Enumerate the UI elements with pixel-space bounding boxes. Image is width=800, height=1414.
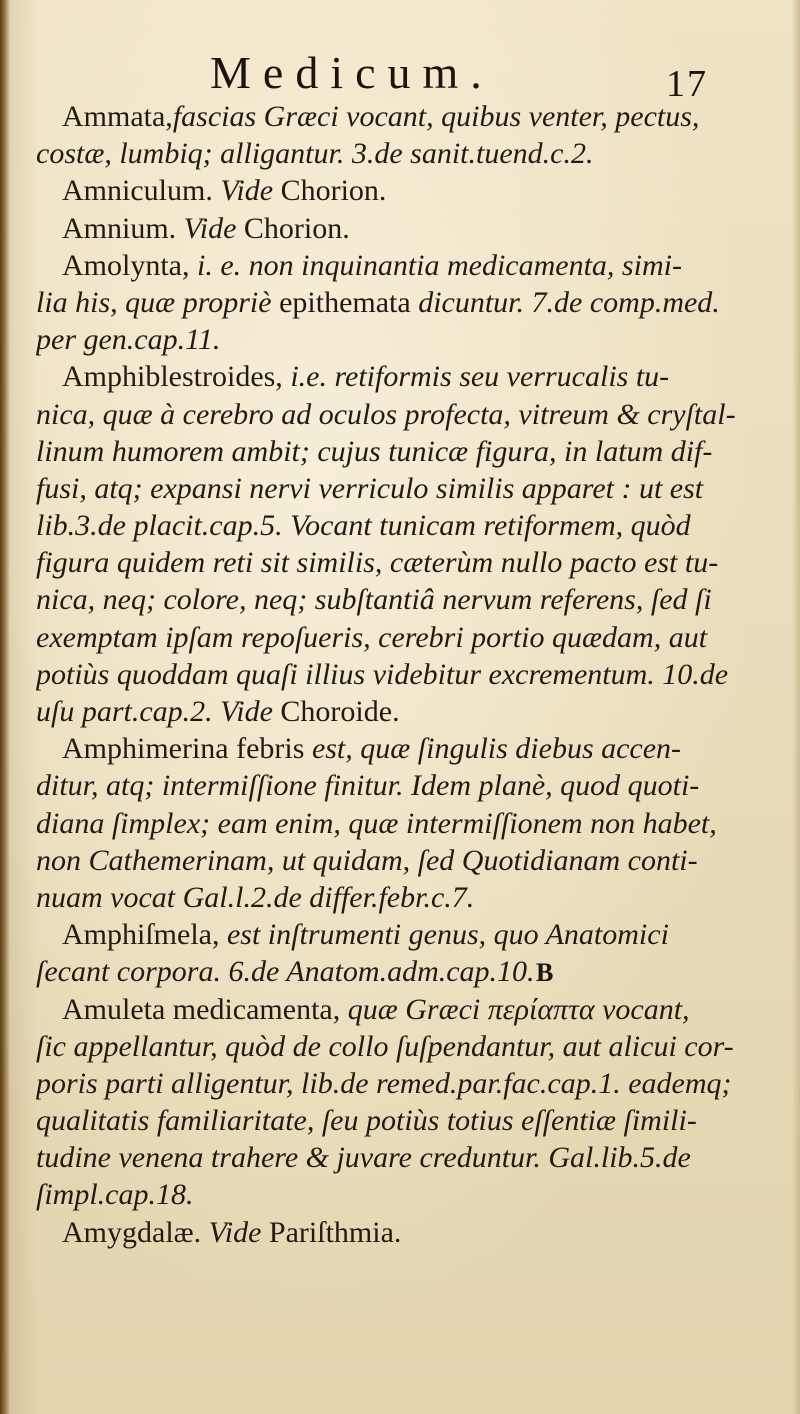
text-line [36, 396, 768, 433]
entry-text: diana ſimplex; eam enim, quæ intermiſſionem non habet, [36, 806, 717, 840]
entry-term: epithemata [279, 285, 411, 319]
text-line [36, 135, 768, 172]
entry-term: Amphiſmela, [62, 918, 220, 952]
text-line [36, 991, 768, 1028]
page-number: 17 [666, 63, 708, 105]
entry-text: ſimpl.cap.18. [36, 1178, 194, 1212]
entry-text: lia his, quæ propriè [36, 285, 280, 319]
text-line [36, 805, 768, 842]
text-line [36, 507, 768, 544]
entry-text: linum humorem ambit; cujus tunicæ figura, in latum dif- [36, 434, 713, 468]
entry-text: exemptam ipſam repoſueris, cerebri portio quædam, aut [36, 620, 708, 654]
entry-text: nica, neq; colore, neq; subſtantiâ nervum referens, ſed ſi [36, 583, 712, 617]
text-line [36, 656, 768, 693]
entry-text: fusi, atq; expansi nervi verriculo similis apparet : ut est [36, 471, 704, 505]
text-line [36, 470, 768, 507]
entry-text: ſic appellantur, quòd de collo ſuſpendantur, aut alicui cor- [36, 1029, 734, 1063]
text-line [36, 953, 768, 990]
entry-term: Amniculum. [62, 174, 213, 208]
entry-term: Amnium. [62, 211, 177, 245]
entry-text: i.e. retiformis seu verrucalis tu- [282, 360, 670, 394]
entry-text: non Cathemerinam, ut quidam, ſed Quotidianam conti- [36, 843, 698, 877]
book-spine-edge [0, 0, 10, 1414]
entry-term: Chorion. [243, 211, 350, 245]
entry-term: Amphimerina febris [62, 732, 305, 766]
text-line [36, 544, 768, 581]
text-line [36, 1065, 768, 1102]
text-line [36, 433, 768, 470]
entry-text: dicuntur. 7.de comp.med. [410, 285, 720, 319]
text-line [36, 284, 768, 321]
text-line [36, 581, 768, 618]
entry-text: i. e. non inquinantia medicamenta, simi- [189, 248, 682, 282]
entry-term: Choroide. [280, 695, 400, 728]
entry-text: uſu part.cap.2. Vide [36, 695, 281, 728]
text-line [36, 842, 768, 879]
text-line [36, 172, 768, 209]
text-line [36, 358, 768, 395]
text-line [36, 767, 768, 804]
text-line [36, 1214, 768, 1251]
entry-text: Vide [176, 211, 244, 245]
text-line [36, 1102, 768, 1139]
text-line [36, 693, 768, 730]
entry-text: Vide [212, 174, 281, 208]
entry-text: nica, quæ à cerebro ad oculos profecta, vitreum & cryſtal- [36, 397, 736, 431]
text-line [36, 1176, 768, 1213]
entry-term: Amygdalæ. [62, 1215, 202, 1249]
entry-term: Pariſthmia. [268, 1215, 402, 1249]
entry-text: qualitatis familiaritate, ſeu potiùs totius eſſentiæ ſimili- [36, 1104, 697, 1138]
text-line [36, 730, 768, 767]
entry-term: Chorion. [280, 174, 387, 208]
text-line [36, 247, 768, 284]
entry-text: ditur, atq; intermiſſione finitur. Idem planè, quod quoti- [36, 769, 700, 803]
dictionary-text-block [36, 98, 768, 1251]
text-line [36, 321, 768, 358]
entry-text: Vide [201, 1215, 269, 1249]
entry-term: Amuleta medicamenta, [62, 992, 341, 1026]
running-head: Medicum. [210, 47, 494, 98]
text-line [36, 210, 768, 247]
page-edge-shadow [792, 0, 800, 1414]
entry-text: est, quæ ſingulis diebus accen- [304, 732, 682, 766]
entry-text: figura quidem reti sit similis, cæterùm nullo pacto est tu- [36, 546, 719, 580]
text-line [36, 98, 768, 135]
entry-text: lib.3.de placit.cap.5. Vocant tunicam retiformem, quòd [36, 509, 691, 543]
text-line [36, 1139, 768, 1176]
entry-text: fascias Græci vocant, quibus venter, pectus, [172, 100, 700, 133]
entry-text: per gen.cap.11. [36, 323, 221, 357]
entry-text: costæ, lumbiq; alligantur. 3.de sanit.tuend.c.2. [36, 137, 594, 171]
text-line [36, 619, 768, 656]
text-line [36, 916, 768, 953]
entry-text: nuam vocat Gal.l.2.de differ.febr.c.7. [36, 880, 475, 914]
text-line [36, 1028, 768, 1065]
entry-text: est inſtrumenti genus, quo Anatomici [219, 918, 669, 952]
entry-term: Amphiblestroides, [62, 360, 283, 394]
signature-mark: B [536, 958, 554, 987]
entry-text: tudine venena trahere & juvare creduntur. Gal.lib.5.de [36, 1141, 691, 1175]
text-line [36, 879, 768, 916]
entry-term: Ammata, [62, 100, 173, 133]
entry-text: poris parti alligentur, lib.de remed.par.fac.cap.1. eademq; [36, 1066, 732, 1100]
entry-term: Amolynta, [62, 248, 190, 282]
entry-text: potiùs quoddam quaſi illius videbitur excrementum. 10.de [36, 657, 729, 691]
entry-text: quæ Græci περίαπτα vocant, [340, 992, 690, 1026]
entry-text: ſecant corpora. 6.de Anatom.adm.cap.10. [36, 955, 535, 989]
